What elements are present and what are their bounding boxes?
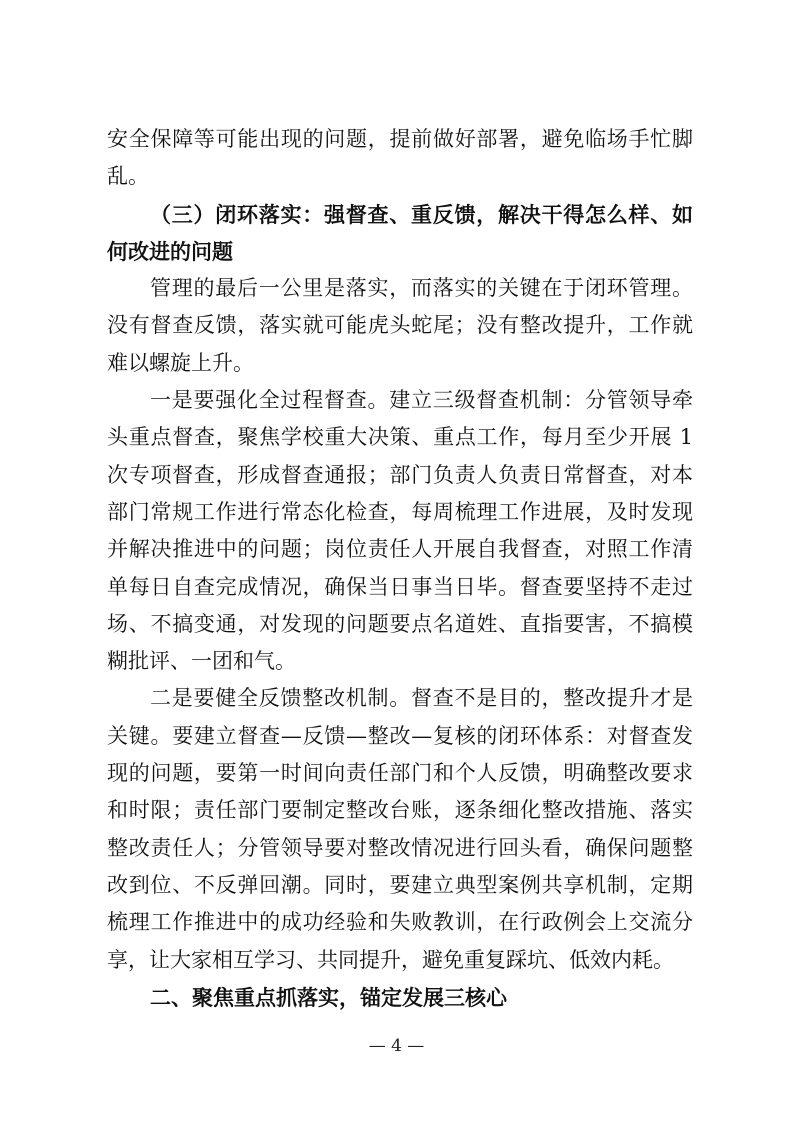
section-heading — [107, 196, 693, 271]
section-heading — [107, 979, 693, 1016]
text-line: 二是要健全反馈整改机制。督查不是目的，整改提升才是 — [150, 686, 693, 711]
paragraph — [107, 680, 693, 978]
text-line: 梳理工作推进中的成功经验和失败教训，在行政例会上交流分 — [107, 910, 693, 935]
paragraph — [107, 121, 693, 196]
text-line: 整改责任人；分管领导要对整改情况进行回头看，确保问题整 — [107, 835, 693, 860]
text-line: 关键。要建立督查—反馈—整改—复核的闭环体系：对督查发 — [107, 723, 693, 748]
text-line: 乱。 — [107, 164, 149, 189]
text-line: 糊批评、一团和气。 — [107, 649, 296, 674]
text-line: 改到位、不反弹回潮。同时，要建立典型案例共享机制，定期 — [107, 872, 693, 897]
text-line: 难以螺旋上升。 — [107, 350, 254, 375]
paragraph — [107, 382, 693, 680]
text-line: 安全保障等可能出现的问题，提前做好部署，避免临场手忙脚 — [107, 127, 693, 151]
text-line: 次专项督查，形成督查通报；部门负责人负责日常督查，对本 — [107, 462, 693, 487]
text-line: 头重点督查，聚焦学校重大决策、重点工作，每月至少开展 1 — [107, 425, 693, 450]
text-line: 没有督查反馈，落实就可能虎头蛇尾；没有整改提升，工作就 — [107, 313, 693, 338]
text-line: 部门常规工作进行常态化检查，每周梳理工作进展，及时发现 — [107, 499, 693, 524]
text-line: 二、聚焦重点抓落实，锚定发展三核心 — [150, 984, 507, 1010]
text-line: 现的问题，要第一时间向责任部门和个人反馈，明确整改要求 — [107, 761, 693, 786]
text-line: 管理的最后一公里是落实，而落实的关键在于闭环管理。 — [150, 276, 693, 301]
text-line: 单每日自查完成情况，确保当日事当日毕。督查要坚持不走过 — [107, 574, 693, 599]
text-line: 享，让大家相互学习、共同提升，避免重复踩坑、低效内耗。 — [107, 947, 674, 972]
document-body — [107, 121, 693, 1016]
page-number: — 4 — — [368, 1036, 425, 1056]
text-line: 场、不搞变通，对发现的问题要点名道姓、直指要害，不搞模 — [107, 611, 693, 636]
text-line: （三）闭环落实：强督查、重反馈，解决干得怎么样、如 — [150, 201, 693, 227]
text-line: 并解决推进中的问题；岗位责任人开展自我督查，对照工作清 — [107, 537, 693, 562]
text-line: 何改进的问题 — [107, 238, 233, 264]
paragraph — [107, 270, 693, 382]
text-line: 一是要强化全过程督查。建立三级督查机制：分管领导牵 — [150, 388, 693, 413]
text-line: 和时限；责任部门要制定整改台账，逐条细化整改措施、落实 — [107, 798, 693, 823]
